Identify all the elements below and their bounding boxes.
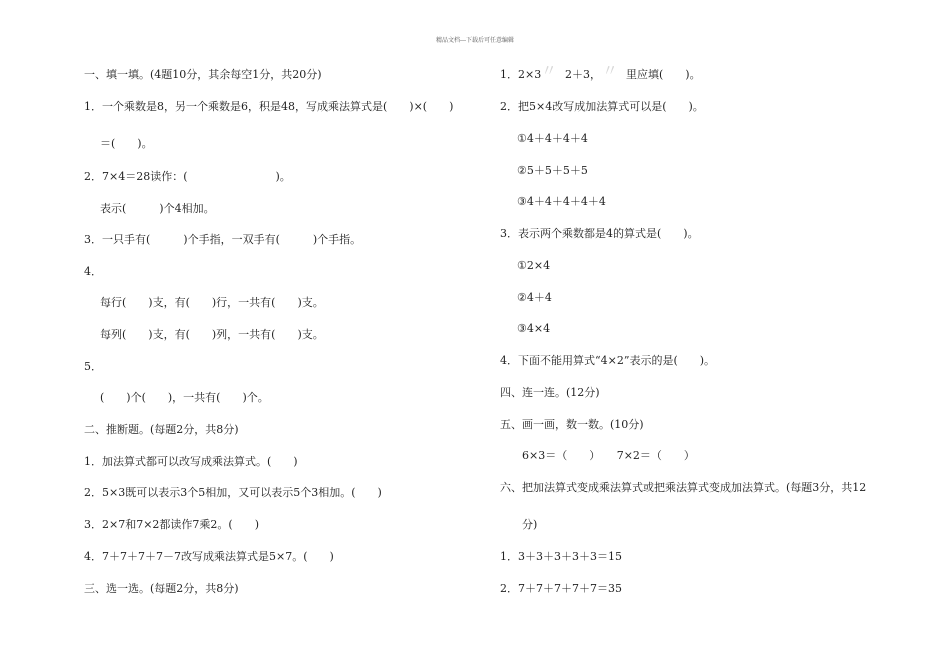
question-1-1: 1．一个乘数是8，另一个乘数是6，积是48，写成乘法算式是( )×( ) <box>84 100 454 113</box>
question-2-3: 3．2×7和7×2都读作7乘2。( ) <box>84 518 260 531</box>
question-3-2-option-2: ②5＋5＋5＋5 <box>517 164 588 177</box>
question-3-2-option-1: ①4＋4＋4＋4 <box>517 132 588 145</box>
question-3-3-option-1: ①2×4 <box>517 259 551 272</box>
question-3-3-option-3: ③4×4 <box>517 322 551 335</box>
question-3-1-mark-2: 〃 <box>602 61 619 80</box>
question-2-2: 2．5×3既可以表示3个5相加，又可以表示5个3相加。( ) <box>84 486 382 499</box>
question-2-4: 4．7＋7＋7＋7－7改写成乘法算式是5×7。( ) <box>84 550 334 563</box>
section-6-title: 六、把加法算式变成乘法算式或把乘法算式变成加法算式。(每题3分，共12 <box>500 481 867 494</box>
question-1-5: 5． <box>84 360 102 373</box>
section-6-title-cont: 分) <box>522 518 538 531</box>
question-1-4-row: 每行( )支，有( )行，一共有( )支。 <box>100 296 324 309</box>
question-1-2: 2．7×4＝28读作：( )。 <box>84 170 291 183</box>
question-3-3-option-2: ②4＋4 <box>517 291 552 304</box>
question-1-2-cont: 表示( )个4相加。 <box>100 202 215 215</box>
question-3-1-c: 里应填( )。 <box>626 68 701 81</box>
section-1-title: 一、填一填。(4题10分，其余每空1分，共20分) <box>84 68 322 81</box>
question-3-1-b: 2＋3， <box>565 68 601 81</box>
section-3-title: 三、选一选。(每题2分，共8分) <box>84 582 239 595</box>
question-6-1: 1．3＋3＋3＋3＋3＝15 <box>500 550 622 563</box>
question-3-3: 3．表示两个乘数都是4的算式是( )。 <box>500 227 699 240</box>
page-header: 精品文档---下载后可任意编辑 <box>435 37 515 44</box>
section-5-title: 五、画一画，数一数。(10分) <box>500 418 644 431</box>
question-1-3: 3．一只手有( )个手指，一双手有( )个手指。 <box>84 233 362 246</box>
question-1-4-col: 每列( )支，有( )列，一共有( )支。 <box>100 328 324 341</box>
section-5-equations: 6×3＝（ ） 7×2＝（ ） <box>522 449 695 462</box>
question-3-2-option-3: ③4＋4＋4＋4＋4 <box>517 195 606 208</box>
question-1-4: 4． <box>84 265 102 278</box>
question-3-1-a: 1．2×3 <box>500 68 542 81</box>
question-1-1-cont: ＝( )。 <box>100 137 153 150</box>
section-4-title: 四、连一连。(12分) <box>500 386 600 399</box>
question-3-4: 4．下面不能用算式“4×2”表示的是( )。 <box>500 354 716 367</box>
question-3-1-mark-1: 〃 <box>541 61 558 80</box>
question-3-2: 2．把5×4改写成加法算式可以是( )。 <box>500 100 704 113</box>
question-1-5-cont: ( )个( )，一共有( )个。 <box>100 391 269 404</box>
section-2-title: 二、推断题。(每题2分，共8分) <box>84 423 239 436</box>
question-2-1: 1．加法算式都可以改写成乘法算式。( ) <box>84 455 298 468</box>
question-6-2: 2．7＋7＋7＋7＋7＝35 <box>500 582 622 595</box>
